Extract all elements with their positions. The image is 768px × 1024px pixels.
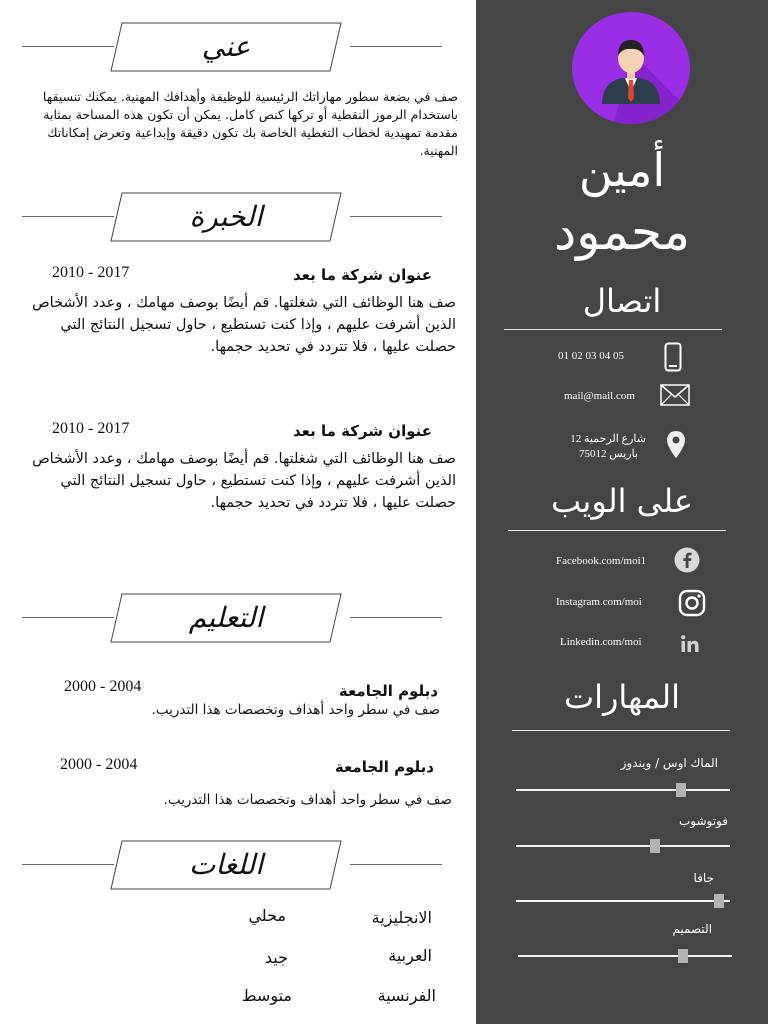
experience-heading: الخبرة [189, 200, 263, 233]
skill-3-label: جافا [693, 871, 714, 885]
contact-rule [504, 329, 722, 330]
skill-2-label: فوتوشوب [678, 814, 728, 828]
web-linkedin[interactable]: Linkedin.com/moi [560, 636, 642, 648]
education-1-years: 2000 - 2004 [64, 678, 142, 695]
language-1-name: الانجليزية [371, 908, 432, 927]
sidebar [476, 0, 768, 1024]
experience-2-description: صف هنا الوظائف التي شغلتها. قم أيضًا بوصف مهامك ، وعدد الأشخاص الذين أشرفت عليهم ، وإذا كنت تستطيع ، حاول تسجيل النتائج التي حصلت عليها ، فلا تتردد في تحديد حجمها. [32, 451, 456, 511]
skill-1-label: الماك اوس / ويندوز [620, 756, 718, 770]
experience-1-years: 2010 - 2017 [52, 264, 130, 281]
education-2-title: دبلوم الجامعة [334, 758, 434, 776]
skill-4-knob [678, 949, 688, 963]
education-1-title: دبلوم الجامعة [338, 682, 438, 700]
language-2-name: العربية [388, 946, 432, 965]
linkedin-icon[interactable] [680, 634, 700, 654]
education-heading-box [110, 593, 342, 643]
languages-heading-box [110, 840, 342, 890]
about-text: صف في بضعة سطور مهاراتك الرئيسية للوظيفة وأهدافك المهنية. يمكنك تنسيقها باستخدام الرموز النقطية أو تركها كنص كامل. يمكن أن تكون هذه المساحة بمثابة مقدمة تمهيدية لخطاب التغطية الخاصة بك تكون دقيقة وإبداعية وتعرض إمكاناتك المهنية. [42, 89, 458, 158]
about-divider-right [350, 46, 442, 47]
language-1-level: محلي [248, 906, 286, 925]
instagram-icon[interactable] [678, 589, 706, 617]
languages-heading: اللغات [189, 848, 263, 881]
web-rule [508, 530, 726, 531]
education-2-description: صف في سطر واحد أهداف وتخصصات هذا التدريب. [163, 792, 452, 808]
languages-divider-right [350, 864, 442, 865]
skill-3-knob [714, 894, 724, 908]
avatar [572, 12, 690, 124]
skill-1-knob [676, 783, 686, 797]
experience-1-description: صف هنا الوظائف التي شغلتها. قم أيضًا بوصف مهامك ، وعدد الأشخاص الذين أشرفت عليهم ، وإذا كنت تستطيع ، حاول تسجيل النتائج التي حصلت عليها ، فلا تتردد في تحديد حجمها. [32, 295, 456, 355]
contact-address-line2: باريس 75012 [578, 448, 638, 460]
about-heading: عني [201, 30, 251, 63]
education-divider-left [22, 617, 114, 618]
education-heading: التعليم [188, 601, 264, 634]
skill-2-knob [650, 839, 660, 853]
experience-1-title: عنوان شركة ما بعد [293, 266, 432, 284]
experience-2-title: عنوان شركة ما بعد [293, 422, 432, 440]
last-name: محمود [553, 203, 691, 261]
location-pin-icon [666, 430, 686, 460]
language-3-level: متوسط [241, 986, 292, 1005]
skills-heading: المهارات [563, 678, 681, 716]
facebook-icon[interactable] [674, 547, 700, 573]
experience-heading-box [110, 192, 342, 242]
person-icon [572, 12, 690, 124]
about-divider-left [22, 46, 114, 47]
contact-email: mail@mail.com [564, 390, 635, 402]
skills-rule [512, 730, 730, 731]
experience-divider-right [350, 216, 442, 217]
skill-1-track [516, 789, 730, 791]
about-heading-box [110, 22, 342, 72]
skill-2-track [516, 845, 730, 847]
experience-2-years: 2010 - 2017 [52, 420, 130, 437]
skill-4-label: التصميم [672, 922, 712, 936]
language-2-level: جيد [264, 948, 288, 967]
education-2-years: 2000 - 2004 [60, 756, 138, 773]
experience-divider-left [22, 216, 114, 217]
first-name: أمين [578, 143, 666, 197]
phone-icon [664, 342, 682, 372]
contact-phone: 01 02 03 04 05 [558, 350, 624, 362]
contact-heading: اتصال [582, 282, 662, 320]
education-1-description: صف في سطر واحد أهداف وتخصصات هذا التدريب. [151, 702, 440, 718]
web-facebook[interactable]: Facebook.com/moi1 [556, 555, 647, 567]
skill-4-track [518, 955, 732, 957]
education-divider-right [350, 617, 442, 618]
languages-divider-left [22, 864, 114, 865]
envelope-icon [660, 384, 690, 406]
language-3-name: الفرنسية [377, 986, 436, 1005]
contact-address-line1: شارع الرحمية 12 [570, 433, 646, 445]
skill-3-track [516, 900, 730, 902]
web-heading: على الويب [550, 482, 694, 520]
web-instagram[interactable]: Instagram.com/moi [556, 596, 642, 608]
